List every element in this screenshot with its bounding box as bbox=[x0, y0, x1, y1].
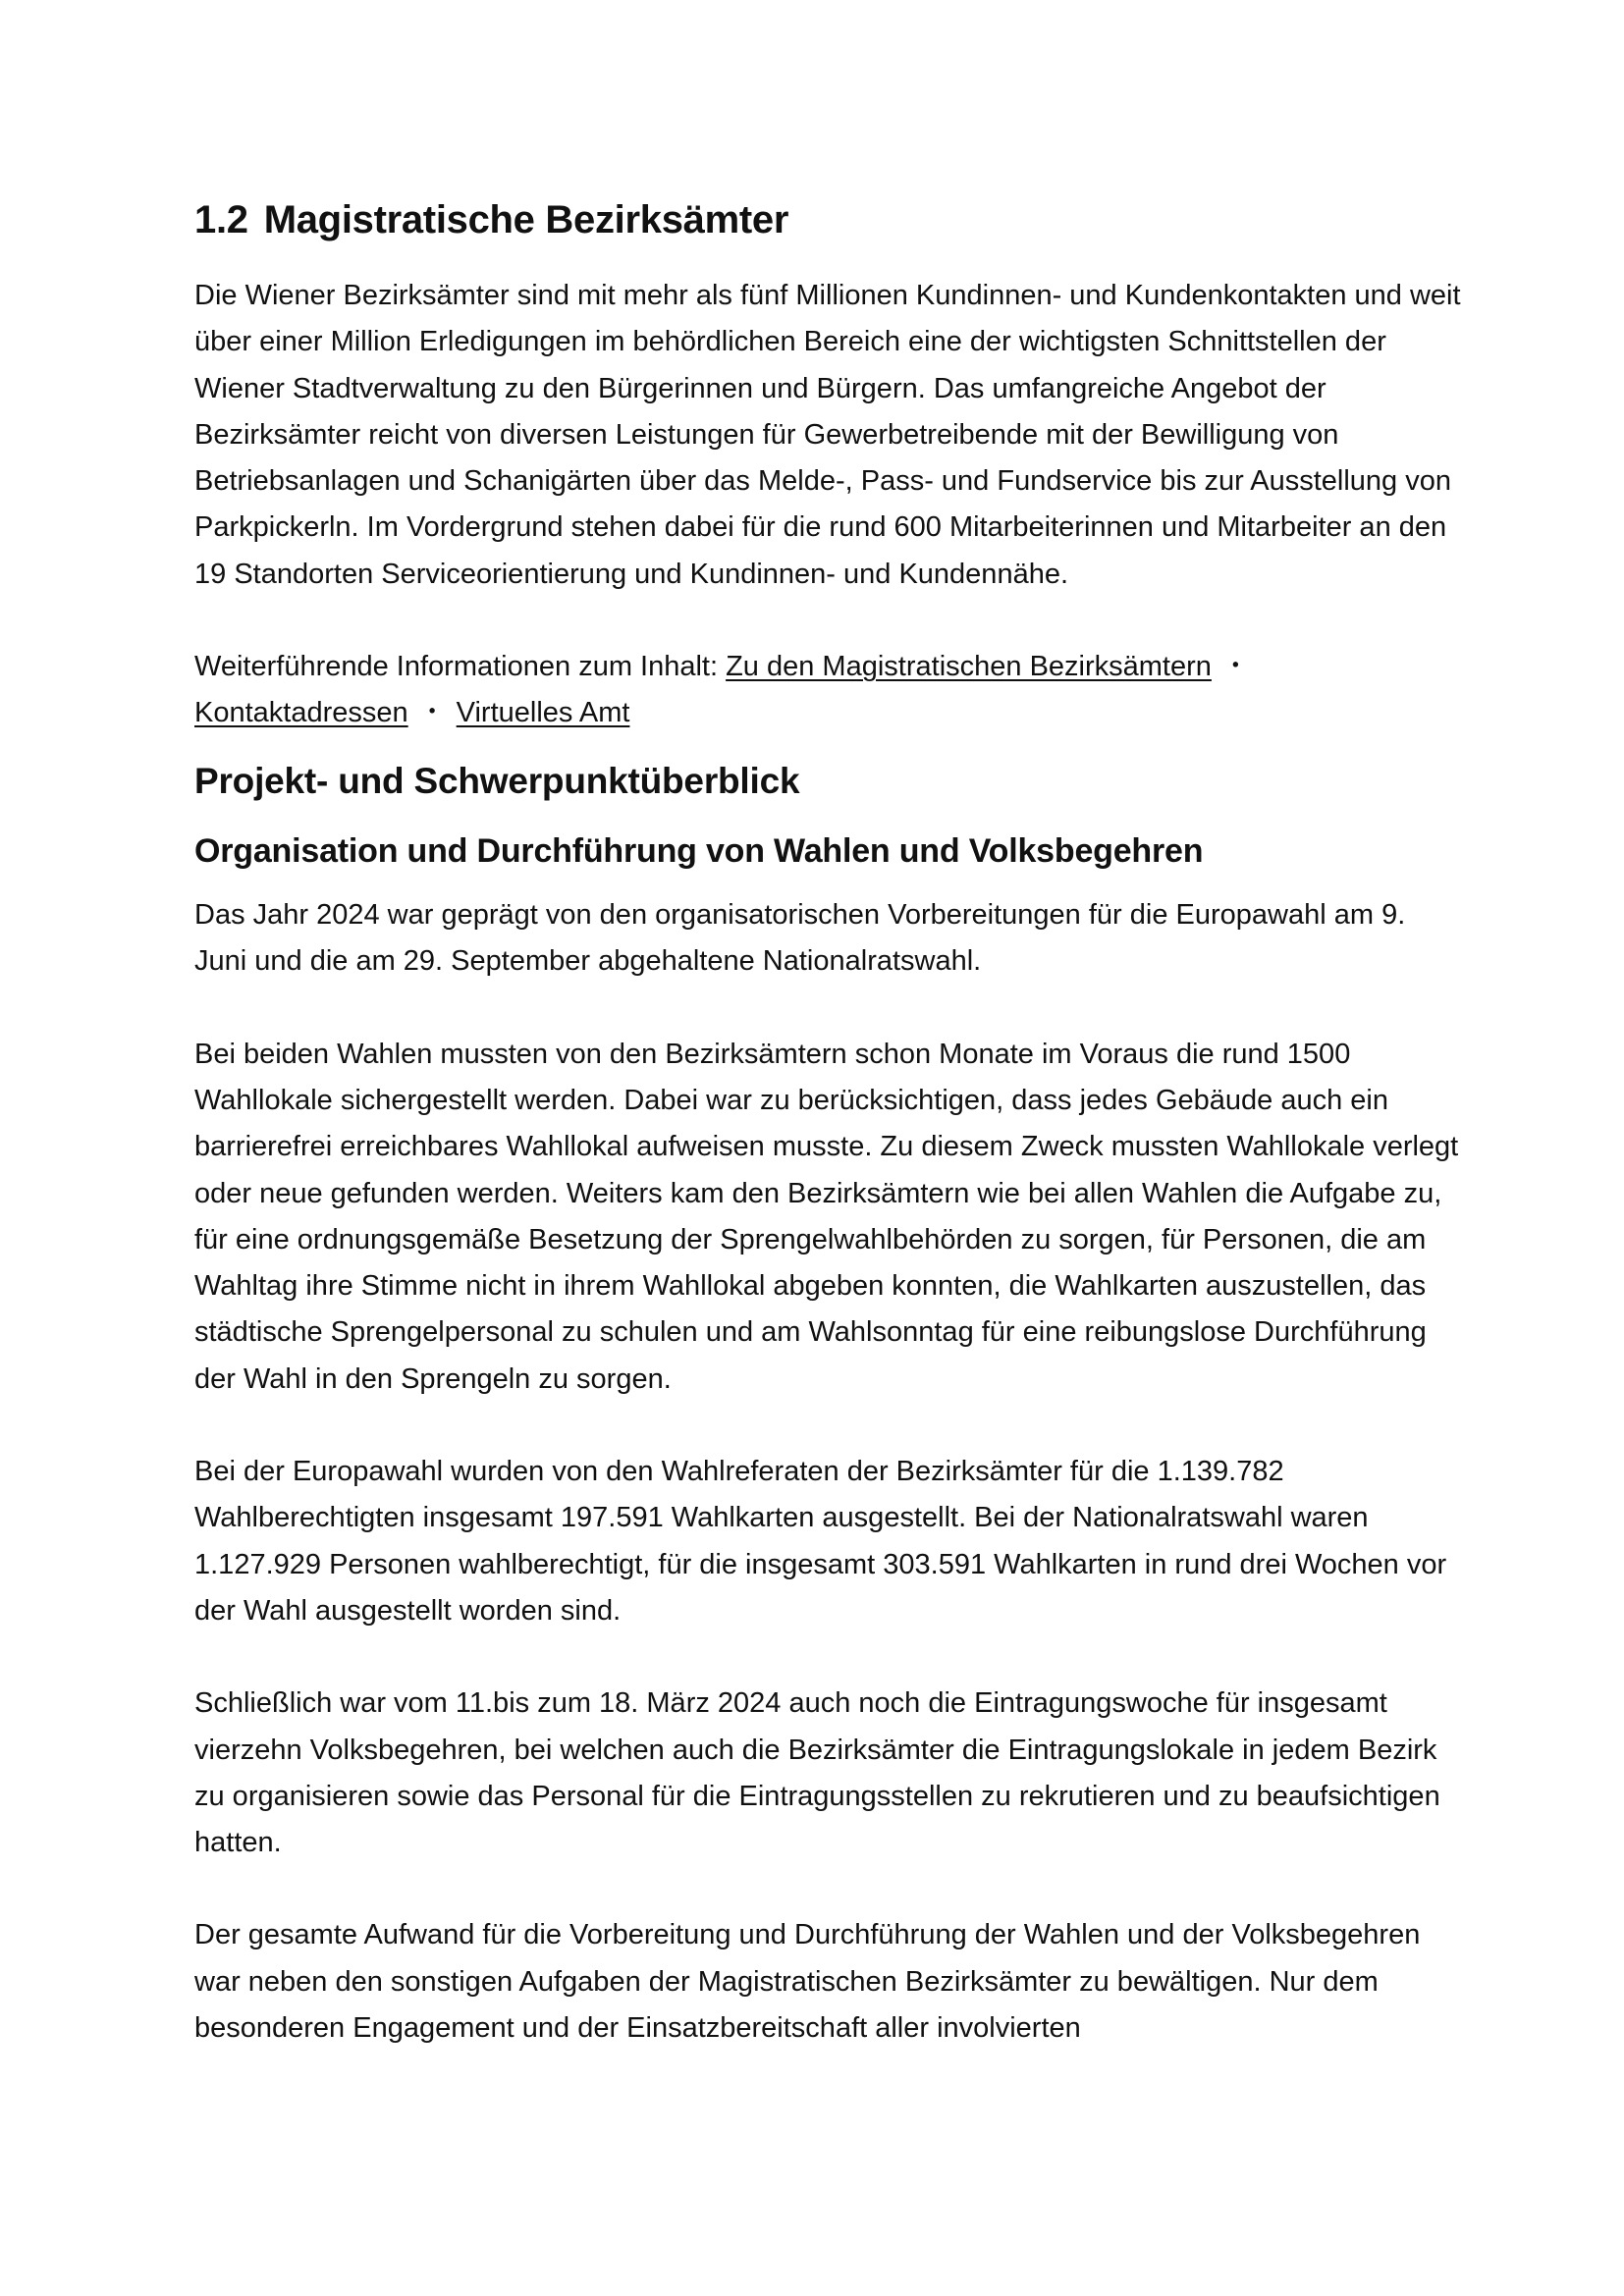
document-page bbox=[194, 196, 1461, 2052]
further-info-paragraph bbox=[194, 644, 1461, 737]
link-separator: ・ bbox=[1220, 651, 1250, 683]
link-separator: ・ bbox=[417, 697, 447, 729]
elections-heading: Organisation und Durchführung von Wahlen und Volksbegehren bbox=[194, 831, 1204, 870]
paragraph-volksbegehren: Schließlich war vom 11.bis zum 18. März 2024 auch noch die Eintragungswoche für insgesamt vierzehn Volksbegehren, bei welchen auch die Bezirksämter die Eintragungslokale in jedem Bezirk zu organisieren sowie das Personal für die Eintragungsstellen zu rekrutieren und zu beaufsichtigen hatten. bbox=[194, 1687, 1440, 1859]
link-virtuelles-amt[interactable]: Virtuelles Amt bbox=[456, 697, 630, 729]
paragraph-wahllokale: Bei beiden Wahlen mussten von den Bezirksämtern schon Monate im Voraus die rund 1500 Wahllokale sichergestellt werden. Dabei war zu berücksichtigen, dass jedes Gebäude auch ein barrierefrei erreichbares Wahllokal aufweisen musste. Zu diesem Zweck mussten Wahllokale verlegt oder neue gefunden werden. Weiters kam den Bezirksämtern wie bei allen Wahlen die Aufgabe zu, für eine ordnungsgemäße Besetzung der Sprengelwahlbehörden zu sorgen, für Personen, die am Wahltag ihre Stimme nicht in ihrem Wahllokal abgeben konnten, die Wahlkarten auszustellen, das städtische Sprengelpersonal zu schulen und am Wahlsonntag für eine reibungslose Durchführung der Wahl in den Sprengeln zu sorgen. bbox=[194, 1038, 1459, 1395]
intro-paragraph: Die Wiener Bezirksämter sind mit mehr als fünf Millionen Kundinnen- und Kundenkontakten und weit über einer Million Erledigungen im behördlichen Bereich eine der wichtigsten Schnittstellen der Wiener Stadtverwaltung zu den Bürgerinnen und Bürgern. Das umfangreiche Angebot der Bezirksämter reicht von diversen Leistungen für Gewerbetreibende mit der Bewilligung von Betriebsanlagen und Schanigärten über das Melde-, Pass- und Fundservice bis zur Ausstellung von Parkpickerln. Im Vordergrund stehen dabei für die rund 600 Mitarbeiterinnen und Mitarbeiter an den 19 Standorten Serviceorientierung und Kundinnen- und Kundennähe. bbox=[194, 280, 1461, 590]
overview-heading: Projekt- und Schwerpunktüberblick bbox=[194, 760, 800, 801]
section-title bbox=[194, 196, 1461, 243]
section-title-text: Magistratische Bezirksämter bbox=[263, 198, 789, 241]
paragraph-gesamtaufwand: Der gesamte Aufwand für die Vorbereitung und Durchführung der Wahlen und der Volksbegehren war neben den sonstigen Aufgaben der Magistratischen Bezirksämter zu bewältigen. Nur dem besonderen Engagement und der Einsatzbereitschaft aller involvierten bbox=[194, 1919, 1421, 2045]
section-number: 1.2 bbox=[194, 198, 248, 241]
link-bezirksaemter[interactable]: Zu den Magistratischen Bezirksämtern bbox=[726, 651, 1212, 683]
paragraph-wahlkarten-statistics: Bei der Europawahl wurden von den Wahlreferaten der Bezirksämter für die 1.139.782 Wahlberechtigten insgesamt 197.591 Wahlkarten ausgestellt. Bei der Nationalratswahl waren 1.127.929 Personen wahlberechtigt, für die insgesamt 303.591 Wahlkarten in rund drei Wochen vor der Wahl ausgestellt worden sind. bbox=[194, 1456, 1447, 1627]
paragraph-europawahl-intro: Das Jahr 2024 war geprägt von den organisatorischen Vorbereitungen für die Europawahl am 9. Juni und die am 29. September abgehaltene Nationalratswahl. bbox=[194, 899, 1406, 978]
further-info-label: Weiterführende Informationen zum Inhalt: bbox=[194, 651, 727, 683]
link-kontaktadressen[interactable]: Kontaktadressen bbox=[194, 697, 408, 729]
